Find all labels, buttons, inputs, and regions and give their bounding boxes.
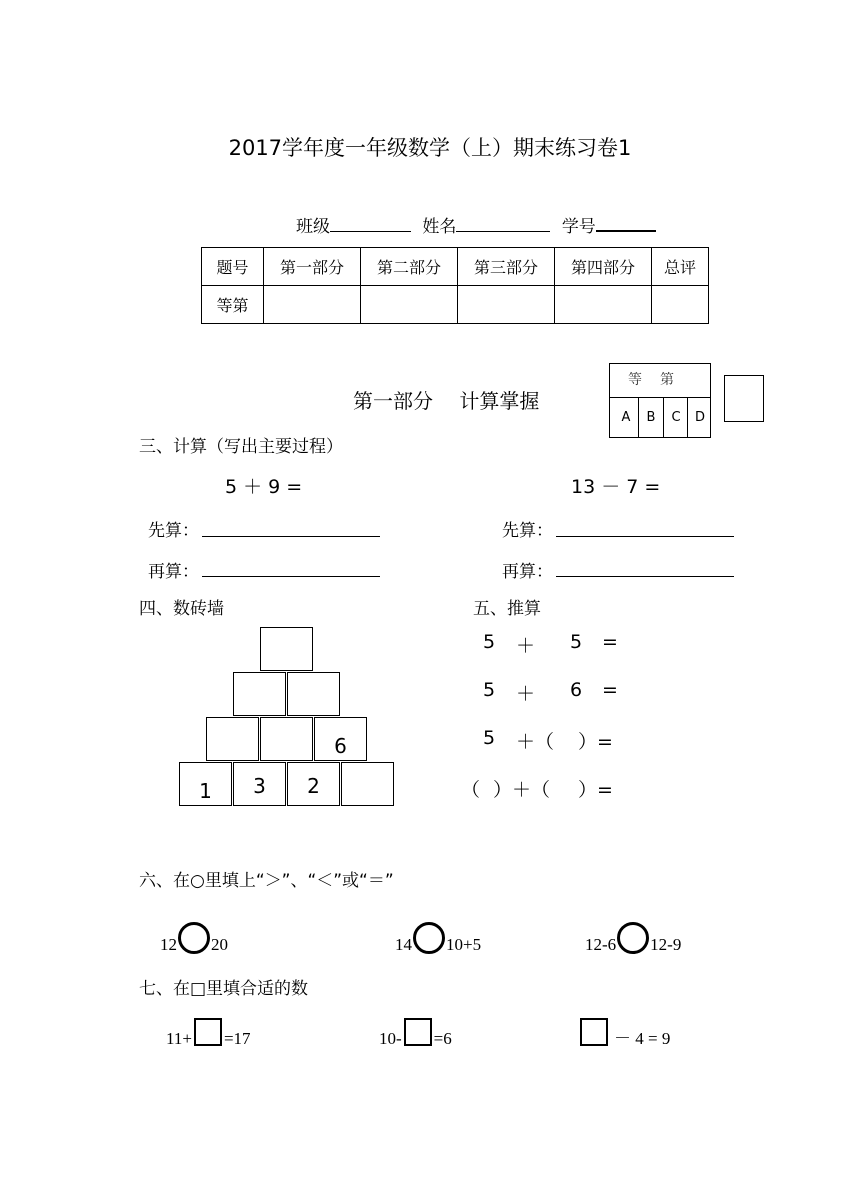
brick: 2	[287, 762, 340, 806]
q6-right: 12-9	[650, 935, 682, 954]
brick[interactable]	[341, 762, 394, 806]
q3-left-step2-blank[interactable]	[202, 575, 380, 577]
q3-left-step2-label: 再算：	[148, 562, 199, 582]
q3-right-expr: 13 － 7 =	[571, 476, 661, 498]
grade-level[interactable]: A	[621, 410, 631, 425]
q6-item	[160, 922, 228, 955]
brick[interactable]	[260, 717, 313, 761]
q7-before: 10-	[379, 1029, 402, 1048]
q5-term: 5	[483, 631, 496, 653]
id-label: 学号	[561, 217, 596, 237]
page-title: 2017学年度一年级数学（上）期末练习卷1	[228, 136, 632, 160]
brick[interactable]	[287, 672, 340, 716]
q6-left: 14	[395, 935, 412, 954]
q5-term: 5	[570, 631, 583, 653]
q3-left-step1-label: 先算：	[148, 521, 199, 541]
score-cell[interactable]	[361, 286, 458, 324]
q7-after: =6	[433, 1029, 452, 1048]
name-blank[interactable]	[456, 213, 550, 232]
q7-item	[166, 1018, 251, 1049]
class-blank[interactable]	[330, 213, 411, 232]
q6-right: 10+5	[446, 935, 482, 954]
brick[interactable]	[260, 627, 313, 671]
q5-op: ）＋（	[493, 779, 551, 801]
grade-level[interactable]: C	[663, 398, 688, 437]
q3-right-step1-label: 先算：	[502, 521, 553, 541]
score-header: 第二部分	[361, 248, 458, 286]
brick: 6	[314, 717, 367, 761]
q7-before: 11+	[166, 1029, 192, 1048]
q7-item	[578, 1018, 670, 1049]
q3-right-step1-blank[interactable]	[556, 535, 734, 537]
q5-equals: =	[602, 679, 618, 701]
compare-circle[interactable]	[178, 922, 210, 954]
score-header: 第三部分	[458, 248, 555, 286]
score-row-label: 等第	[202, 286, 264, 324]
score-header: 题号	[202, 248, 264, 286]
q3-title: 三、计算（写出主要过程）	[139, 437, 343, 457]
q5-op: （	[461, 779, 481, 801]
grade-level[interactable]: D	[687, 398, 712, 437]
q3-left-step1-blank[interactable]	[202, 535, 380, 537]
q6-left: 12	[160, 935, 177, 954]
q3-right-step2-blank[interactable]	[556, 575, 734, 577]
score-cell[interactable]	[458, 286, 555, 324]
score-table	[201, 247, 709, 324]
q5-op: ）=	[578, 731, 613, 753]
q7-after: =17	[223, 1029, 251, 1048]
score-header: 总评	[652, 248, 709, 286]
id-blank[interactable]	[596, 212, 656, 232]
score-cell[interactable]	[555, 286, 652, 324]
info-line	[296, 212, 656, 237]
brick[interactable]	[233, 672, 286, 716]
score-header-row	[202, 248, 709, 286]
q6-item	[395, 922, 481, 955]
q6-left: 12-6	[585, 935, 617, 954]
compare-circle[interactable]	[617, 922, 649, 954]
q5-op: ）=	[578, 779, 613, 801]
class-label: 班级	[296, 217, 330, 237]
brick[interactable]	[206, 717, 259, 761]
answer-square[interactable]	[404, 1018, 432, 1046]
score-header: 第一部分	[264, 248, 361, 286]
score-cell[interactable]	[264, 286, 361, 324]
q6-right: 20	[211, 935, 228, 954]
score-grade-row	[202, 286, 709, 324]
section-title: 第一部分 计算掌握	[353, 389, 540, 413]
name-label: 姓名	[422, 217, 457, 237]
brick: 3	[233, 762, 286, 806]
score-cell[interactable]	[652, 286, 709, 324]
q5-term: 5	[483, 679, 496, 701]
q5-term: 5	[483, 727, 496, 749]
q5-op: ＋	[516, 635, 536, 657]
q3-left-expr: 5 ＋ 9 =	[225, 476, 303, 498]
q6-item	[585, 922, 681, 955]
q5-title: 五、推算	[473, 599, 541, 619]
q7-title: 七、在□里填合适的数	[139, 979, 309, 999]
q7-item	[379, 1018, 452, 1049]
q6-title: 六、在○里填上“＞”、“＜”或“＝”	[139, 871, 394, 891]
grade-box-label: 等第	[610, 364, 710, 398]
q5-op: ＋（	[516, 731, 555, 753]
q3-right-step2-label: 再算：	[502, 562, 553, 582]
grade-level[interactable]: B	[638, 398, 663, 437]
grade-box	[609, 363, 711, 438]
score-header: 第四部分	[555, 248, 652, 286]
brick: 1	[179, 762, 232, 806]
grade-answer-box[interactable]	[724, 375, 764, 422]
q5-term: 6	[570, 679, 583, 701]
q7-after: － 4 = 9	[614, 1029, 671, 1048]
q5-op: ＋	[516, 683, 536, 705]
q5-equals: =	[602, 631, 618, 653]
q4-title: 四、数砖墙	[139, 599, 224, 619]
answer-square[interactable]	[580, 1018, 608, 1046]
compare-circle[interactable]	[413, 922, 445, 954]
answer-square[interactable]	[194, 1018, 222, 1046]
